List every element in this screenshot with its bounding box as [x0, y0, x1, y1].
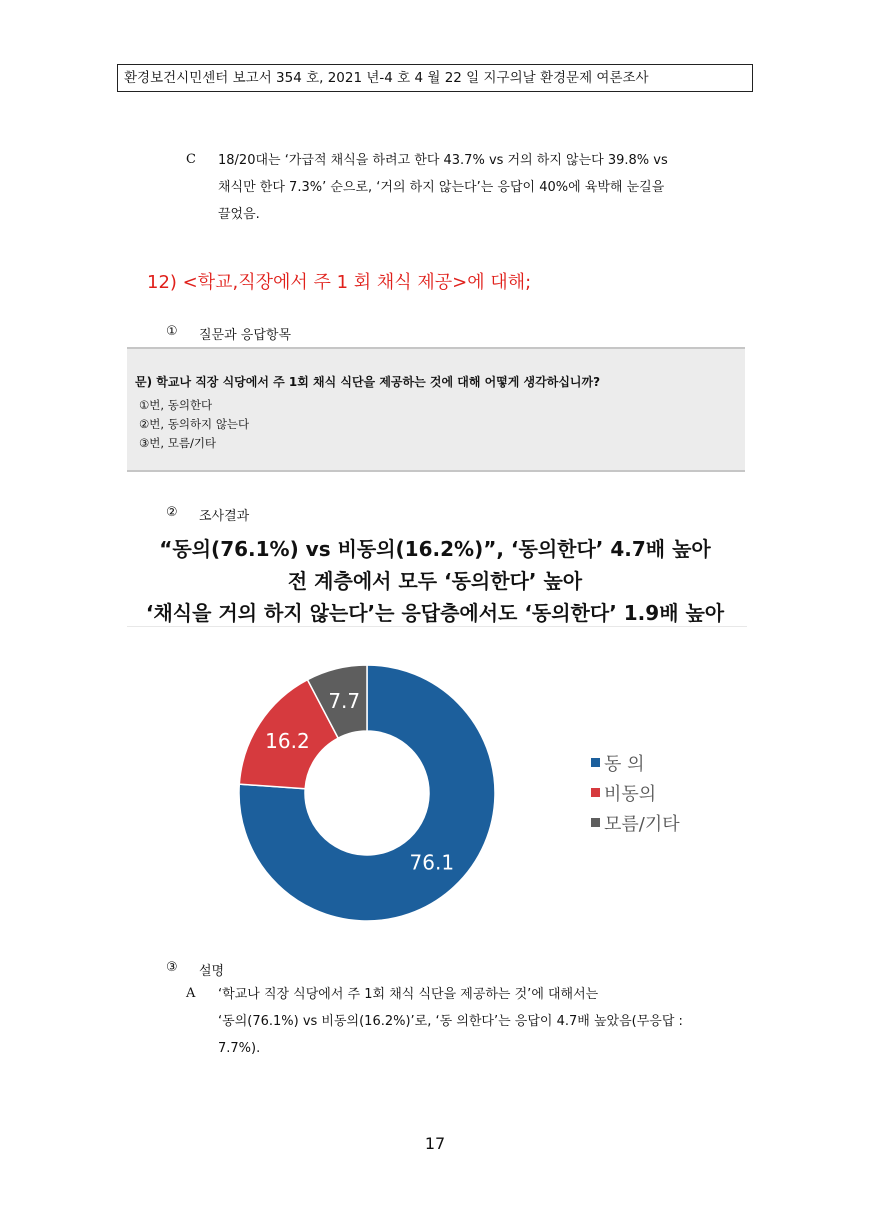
- legend-swatch-2: [591, 818, 600, 827]
- legend-swatch-0: [591, 758, 600, 767]
- option-unknown: ③번, 모름/기타: [139, 436, 217, 450]
- results-label: 조사결과: [199, 509, 250, 524]
- result-headline: “동의(76.1%) vs 비동의(16.2%)”, ‘동의한다’ 4.7배 높아: [159, 537, 711, 561]
- explanation-marker: ③: [166, 960, 178, 975]
- explanation-line: ‘동의(76.1%) vs 비동의(16.2%)’로, ‘동 의한다’는 응답이 4.7배 높았음(무응답 :: [218, 1014, 683, 1029]
- option-disagree: ②번, 동의하지 않는다: [139, 417, 250, 431]
- donut-data-label-1: 16.2: [265, 729, 310, 754]
- explanation-paragraph: [218, 981, 748, 1062]
- legend-swatch-1: [591, 788, 600, 797]
- explanation-bullet: A: [186, 986, 196, 1001]
- donut-data-label-0: 76.1: [409, 850, 455, 875]
- intro-line: 채식만 한다 7.3%’ 순으로, ‘거의 하지 않는다’는 응답이 40%에 육박해 눈길을: [218, 180, 665, 195]
- questions-marker: ①: [166, 324, 178, 339]
- donut-data-label-2: 7.7: [328, 688, 361, 713]
- intro-bullet: C: [186, 152, 196, 167]
- legend-label-1: 비동의: [604, 784, 657, 805]
- report-header-text: 환경보건시민센터 보고서 354 호, 2021 년-4 호 4 월 22 일 지구의날 환경문제 여론조사: [124, 70, 649, 86]
- results-marker: ②: [166, 505, 178, 520]
- result-headline: 전 계층에서 모두 ‘동의한다’ 높아: [287, 569, 583, 593]
- section-title: 12) <학교,직장에서 주 1 회 채식 제공>에 대해;: [147, 272, 532, 293]
- explanation-line: 7.7%).: [218, 1041, 261, 1056]
- explanation-label: 설명: [199, 964, 225, 979]
- result-headline: ‘채식을 거의 하지 않는다’는 응답층에서도 ‘동의한다’ 1.9배 높아: [145, 601, 725, 625]
- intro-line: 18/20대는 ‘가급적 채식을 하려고 한다 43.7% vs 거의 하지 않는다 39.8% vs: [218, 153, 668, 168]
- legend-label-2: 모름/기타: [604, 814, 680, 835]
- page-number: 17: [424, 1134, 446, 1153]
- legend-label-0: 동 의: [604, 754, 645, 775]
- questions-label: 질문과 응답항목: [199, 328, 292, 343]
- option-agree: ①번, 동의한다: [139, 398, 213, 412]
- intro-line: 끌었음.: [218, 207, 260, 222]
- explanation-line: ‘학교나 직장 식당에서 주 1회 채식 식단을 제공하는 것’에 대해서는: [218, 987, 599, 1002]
- question-text: 문) 학교나 직장 식당에서 주 1회 채식 식단을 제공하는 것에 대해 어떻게 생각하십니까?: [135, 375, 601, 389]
